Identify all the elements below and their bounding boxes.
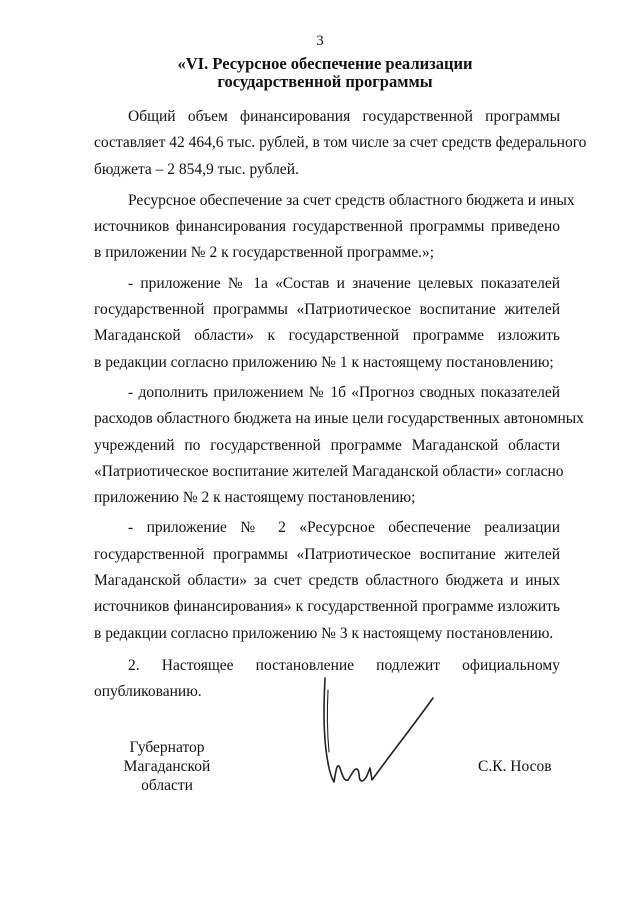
text-line: Магаданской области» за счет средств областного бюджета и иных bbox=[94, 572, 560, 590]
text-line: государственной программы «Патриотическое воспитание жителей bbox=[94, 545, 560, 563]
text-line: «Патриотическое воспитание жителей Магаданской области» согласно bbox=[94, 462, 564, 480]
text-line: 2. Настоящее постановление подлежит официальному bbox=[128, 656, 560, 674]
text-line: - приложение № 2 «Ресурсное обеспечение реализации bbox=[128, 519, 560, 537]
signature-block bbox=[0, 730, 640, 820]
handwritten-signature bbox=[300, 670, 450, 820]
text-line: Магаданской области» к государственной программе изложить bbox=[94, 327, 560, 345]
paragraph-appendix-1b bbox=[94, 380, 584, 511]
text-line: учреждений по государственной программе Магаданской области bbox=[94, 436, 560, 454]
text-line: в редакции согласно приложению № 3 к настоящему постановлению. bbox=[94, 624, 554, 642]
text-line: Общий объем финансирования государственной программы bbox=[128, 108, 560, 125]
paragraph-appendix-1a bbox=[94, 271, 560, 376]
paragraph-resource-provision bbox=[94, 188, 575, 267]
text-line: государственной программы «Патриотическое воспитание жителей bbox=[94, 301, 560, 319]
text-line: в редакции согласно приложению № 1 к настоящему постановлению; bbox=[94, 353, 554, 371]
text-line: в приложении № 2 к государственной программе.»; bbox=[94, 244, 435, 262]
page-number: 3 bbox=[316, 33, 324, 49]
text-line: опубликованию. bbox=[94, 683, 202, 701]
section-title-line-1: «VI. Ресурсное обеспечение реализации bbox=[177, 54, 473, 73]
text-line: источников финансирования государственной программы приведено bbox=[94, 218, 560, 236]
signatory-title-line-1: Губернатор bbox=[129, 739, 205, 756]
text-line: расходов областного бюджета на иные цели государственных автономных bbox=[94, 410, 584, 428]
body-text bbox=[94, 104, 587, 706]
text-line: бюджета – 2 854,9 тыс. рублей. bbox=[94, 160, 299, 178]
text-line: составляет 42 464,6 тыс. рублей, в том числе за счет средств федерального bbox=[94, 134, 587, 152]
signatory-title-line-2: Магаданской области bbox=[123, 758, 211, 794]
paragraph-financing-total bbox=[94, 104, 587, 183]
text-line: источников финансирования» к государственной программе изложить bbox=[94, 598, 560, 616]
section-title-line-2: государственной программы bbox=[217, 72, 433, 91]
section-title bbox=[90, 55, 560, 91]
signatory-title bbox=[96, 738, 238, 795]
text-line: Ресурсное обеспечение за счет средств областного бюджета и иных bbox=[128, 191, 575, 209]
paragraph-appendix-2 bbox=[94, 515, 560, 646]
signatory-name: С.К. Носов bbox=[478, 758, 552, 775]
text-line: - приложение № 1а «Состав и значение целевых показателей bbox=[128, 274, 560, 292]
text-line: приложению № 2 к настоящему постановлению; bbox=[94, 489, 416, 507]
text-line: - дополнить приложением № 1б «Прогноз сводных показателей bbox=[128, 383, 560, 401]
